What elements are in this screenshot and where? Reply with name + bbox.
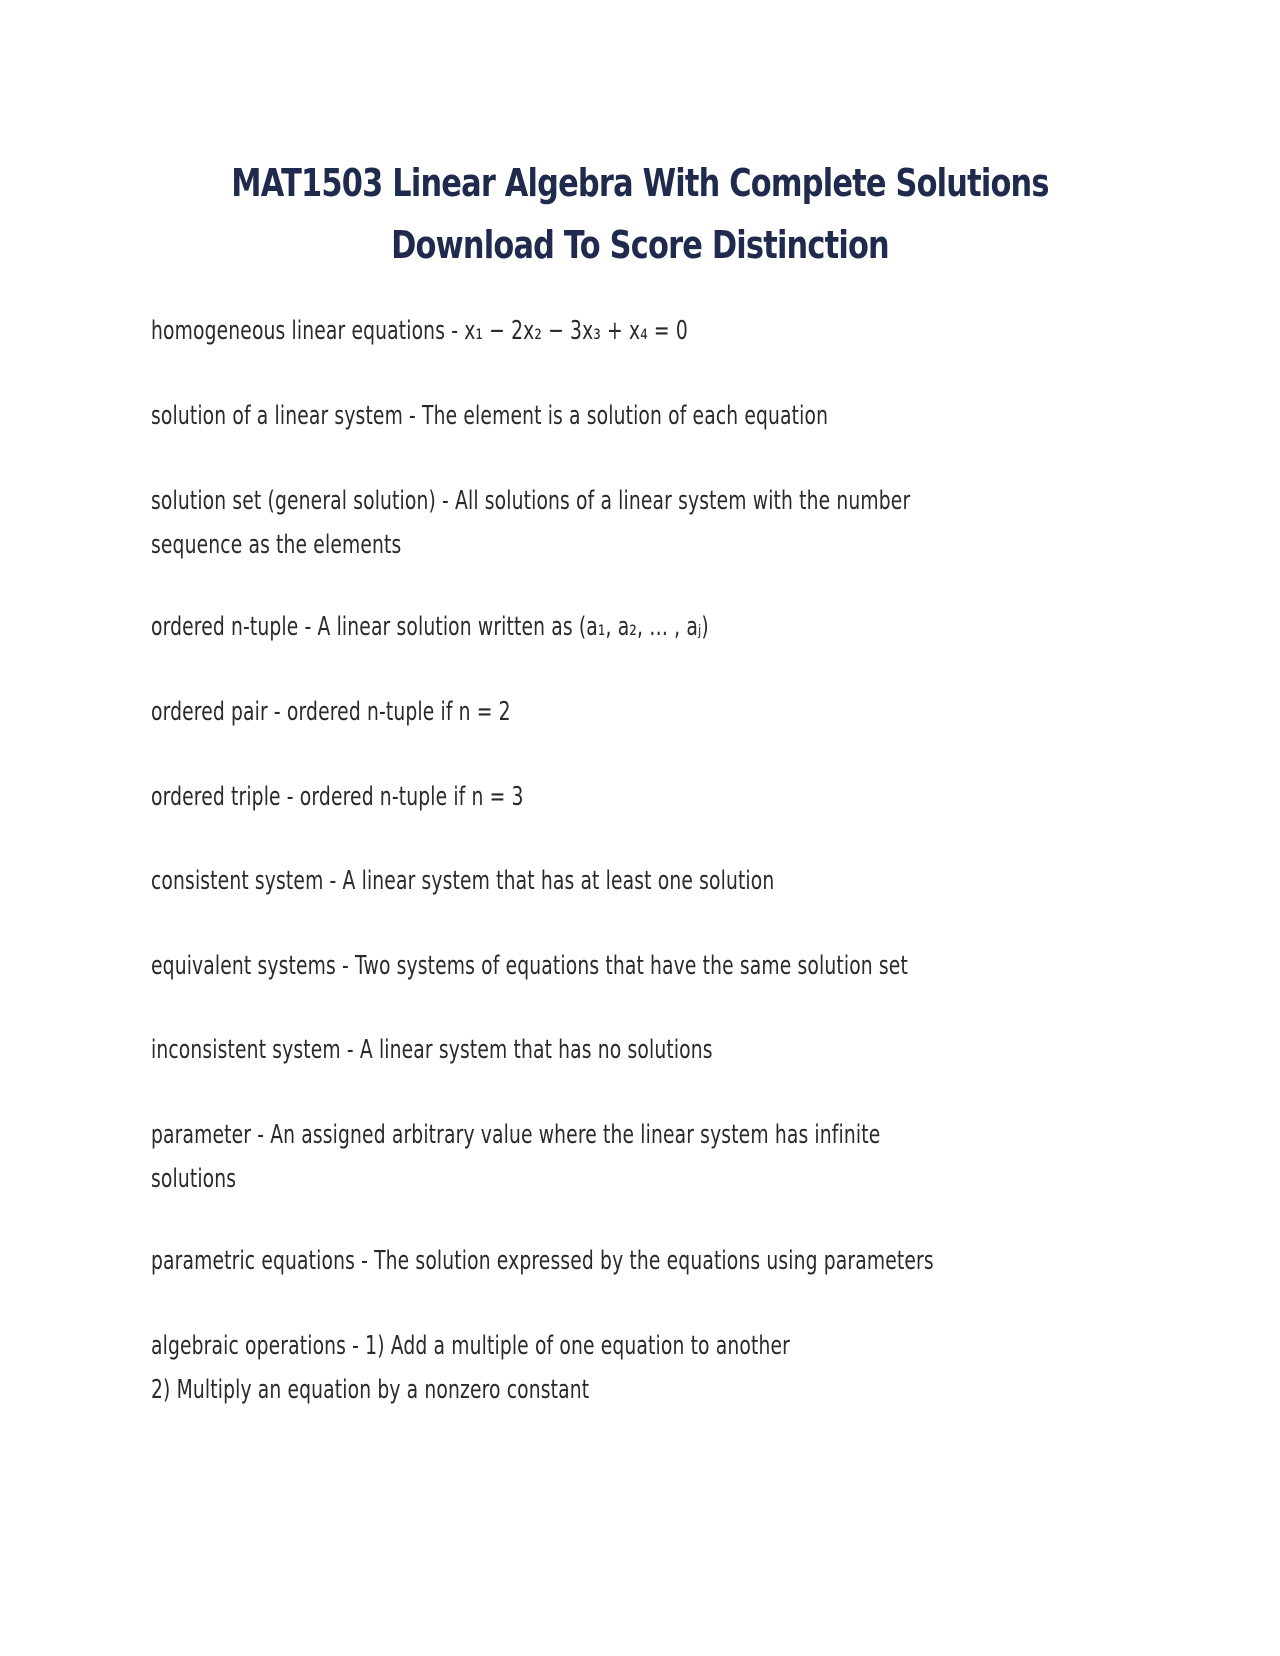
glossary-entry-algebraic-operations	[151, 1324, 790, 1412]
document-title	[128, 152, 1152, 276]
glossary-entry-ordered-n-tuple	[151, 605, 709, 649]
entry-definition: All solutions of a linear system with the number	[455, 486, 911, 516]
entry-term: homogeneous linear equations	[151, 316, 446, 346]
entry-term: consistent system	[151, 866, 324, 896]
entry-separator: -	[280, 782, 300, 812]
entry-separator: -	[323, 866, 343, 896]
entry-separator: -	[354, 1246, 375, 1276]
glossary-entry-solution-set	[151, 479, 910, 567]
entry-definition: A linear system that has at least one solution	[342, 866, 775, 896]
entry-separator: -	[298, 612, 318, 642]
entry-definition: ordered n-tuple if n = 2	[286, 697, 511, 727]
entry-separator: -	[335, 951, 356, 981]
entry-definition-continued: sequence as the elements	[151, 530, 402, 560]
entry-definition: Two systems of equations that have the same solution set	[355, 951, 908, 981]
entry-term: ordered n-tuple	[151, 612, 299, 642]
entry-definition-continued: solutions	[151, 1164, 237, 1194]
entry-definition: ordered n-tuple if n = 3	[299, 782, 524, 812]
glossary-entry-equivalent-systems	[151, 944, 908, 988]
entry-term: solution set (general solution)	[151, 486, 436, 516]
entry-term: parametric equations	[151, 1246, 355, 1276]
entry-term: equivalent systems	[151, 951, 336, 981]
entry-term: solution of a linear system	[151, 401, 403, 431]
entry-term: ordered triple	[151, 782, 281, 812]
entry-term: parameter	[151, 1120, 252, 1150]
entry-definition: The solution expressed by the equations using parameters	[374, 1246, 934, 1276]
entry-definition: x₁ − 2x₂ − 3x₃ + x₄ = 0	[464, 316, 688, 346]
entry-term: inconsistent system	[151, 1035, 341, 1065]
entry-definition: A linear solution written as (a₁, a₂, … , aⱼ)	[317, 612, 709, 642]
entry-separator: -	[346, 1331, 366, 1361]
entry-separator: -	[402, 401, 423, 431]
glossary-entry-parametric-equations	[151, 1239, 934, 1283]
entry-separator: -	[340, 1035, 360, 1065]
glossary-entry-consistent-system	[151, 859, 774, 903]
entry-definition: The element is a solution of each equation	[422, 401, 829, 431]
entry-definition-continued: 2) Multiply an equation by a nonzero constant	[151, 1375, 590, 1405]
entry-term: ordered pair	[151, 697, 268, 727]
entry-separator: -	[267, 697, 287, 727]
glossary-entry-homogeneous-linear-equations	[151, 309, 688, 353]
title-line-1: MAT1503 Linear Algebra With Complete Solutions	[231, 161, 1049, 205]
entry-term: algebraic operations	[151, 1331, 347, 1361]
entry-separator: -	[445, 316, 465, 346]
glossary-entry-ordered-pair	[151, 690, 511, 734]
glossary-entry-parameter	[151, 1113, 880, 1201]
glossary-entry-inconsistent-system	[151, 1028, 713, 1072]
entry-definition: 1) Add a multiple of one equation to another	[365, 1331, 790, 1361]
glossary-entry-ordered-triple	[151, 775, 524, 819]
entry-separator: -	[251, 1120, 271, 1150]
entry-definition: A linear system that has no solutions	[359, 1035, 713, 1065]
entry-separator: -	[435, 486, 456, 516]
entry-definition: An assigned arbitrary value where the linear system has infinite	[270, 1120, 881, 1150]
glossary-entry-solution-of-linear-system	[151, 394, 828, 438]
title-line-2: Download To Score Distinction	[391, 223, 889, 267]
